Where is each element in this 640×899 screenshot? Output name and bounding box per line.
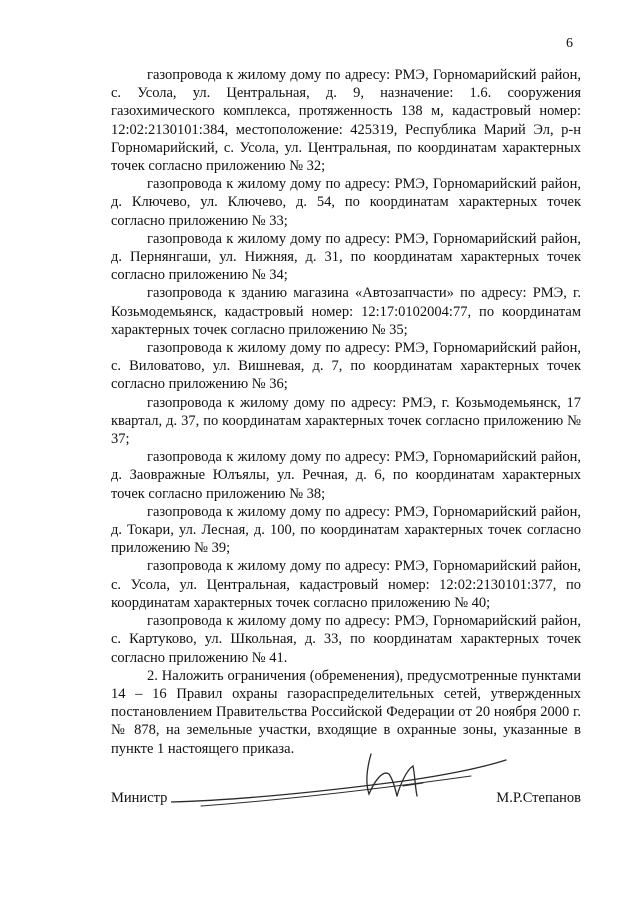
- paragraph-clause-2: 2. Наложить ограничения (обременения), предусмотренные пунктами 14 – 16 Правил охраны газораспределительных сетей, утвержденных постановлением Правительства Российской Федерации от 20 ноября 2000 г. № 878, на земельные участки, входящие в охранные зоны, указанные в пункте 1 настоящего приказа.: [111, 667, 581, 757]
- paragraph-item-33: газопровода к жилому дому по адресу: РМЭ, Горномарийский район, д. Ключево, ул. Ключево, д. 54, по координатам характерных точек согласно приложению № 33;: [111, 176, 581, 229]
- paragraph-item-38: газопровода к жилому дому по адресу: РМЭ, Горномарийский район, д. Заовражные Юлъялы, ул. Речная, д. 6, по координатам характерных точек согласно приложению № 38;: [111, 449, 581, 502]
- signatory-title: Министр: [111, 790, 168, 806]
- document-body: [111, 66, 581, 758]
- paragraph-item-32: газопровода к жилому дому по адресу: РМЭ, Горномарийский район, с. Усола, ул. Центральная, д. 9, назначение: 1.6. сооружения газохимического комплекса, протяженность 138 м, кадастровый номер: 12:02:2130101:384, местоположение: 425319, Республика Марий Эл, р-н Горномарийский, с. Усола, ул. Центральная, по координатам характерных точек согласно приложению № 32;: [111, 67, 581, 175]
- paragraph-item-35: газопровода к зданию магазина «Автозапчасти» по адресу: РМЭ, г. Козьмодемьянск, кадастровый номер: 12:17:0102004:77, по координатам характерных точек согласно приложению № 35;: [111, 285, 581, 338]
- signatory-name: М.Р.Степанов: [496, 790, 581, 806]
- page-number: 6: [566, 36, 573, 51]
- paragraph-item-40: газопровода к жилому дому по адресу: РМЭ, Горномарийский район, с. Усола, ул. Центральная, кадастровый номер: 12:02:2130101:377, по координатам характерных точек согласно приложению № 40;: [111, 558, 581, 611]
- paragraph-item-37: газопровода к жилому дому по адресу: РМЭ, г. Козьмодемьянск, 17 квартал, д. 37, по координатам характерных точек согласно приложению № 37;: [111, 394, 581, 448]
- paragraph-item-39: газопровода к жилому дому по адресу: РМЭ, Горномарийский район, д. Токари, ул. Лесная, д. 100, по координатам характерных точек согласно приложению № 39;: [111, 503, 581, 557]
- paragraph-item-34: газопровода к жилому дому по адресу: РМЭ, Горномарийский район, д. Пернянгаши, ул. Нижняя, д. 31, по координатам характерных точек согласно приложению № 34;: [111, 230, 581, 284]
- signature-block: [111, 750, 581, 830]
- handwritten-signature: [171, 750, 511, 830]
- paragraph-item-41: газопровода к жилому дому по адресу: РМЭ, Горномарийский район, с. Картуково, ул. Школьная, д. 33, по координатам характерных точек согласно приложению № 41.: [111, 613, 581, 666]
- paragraph-item-36: газопровода к жилому дому по адресу: РМЭ, Горномарийский район, с. Виловатово, ул. Вишневая, д. 7, по координатам характерных точек согласно приложению № 36;: [111, 340, 581, 393]
